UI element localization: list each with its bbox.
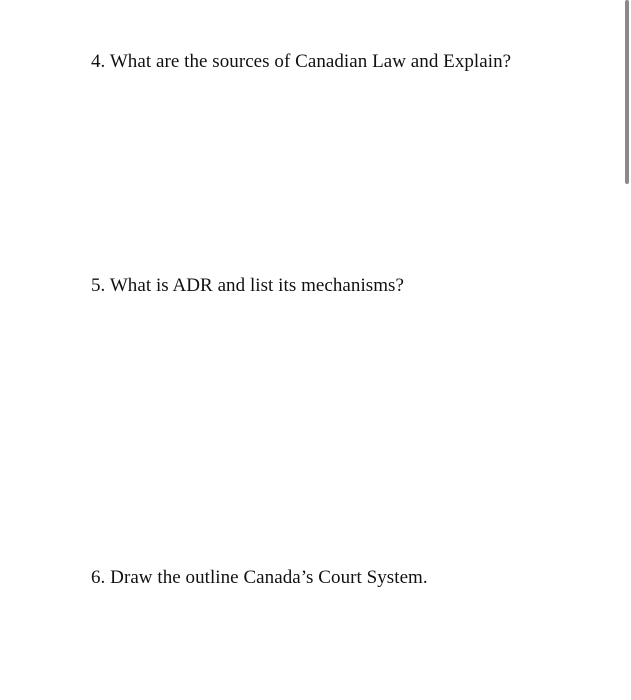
question-4 [91, 50, 511, 74]
question-number: 6. [91, 567, 106, 588]
scrollbar-thumb[interactable] [625, 0, 629, 184]
question-text: What is ADR and list its mechanisms? [109, 275, 404, 296]
question-number: 5. [91, 275, 106, 296]
question-5 [91, 274, 404, 298]
question-6 [91, 566, 428, 590]
question-number: 4. [91, 51, 106, 72]
question-text: What are the sources of Canadian Law and Explain? [109, 51, 512, 72]
question-text: Draw the outline Canada’s Court System. [110, 567, 428, 588]
